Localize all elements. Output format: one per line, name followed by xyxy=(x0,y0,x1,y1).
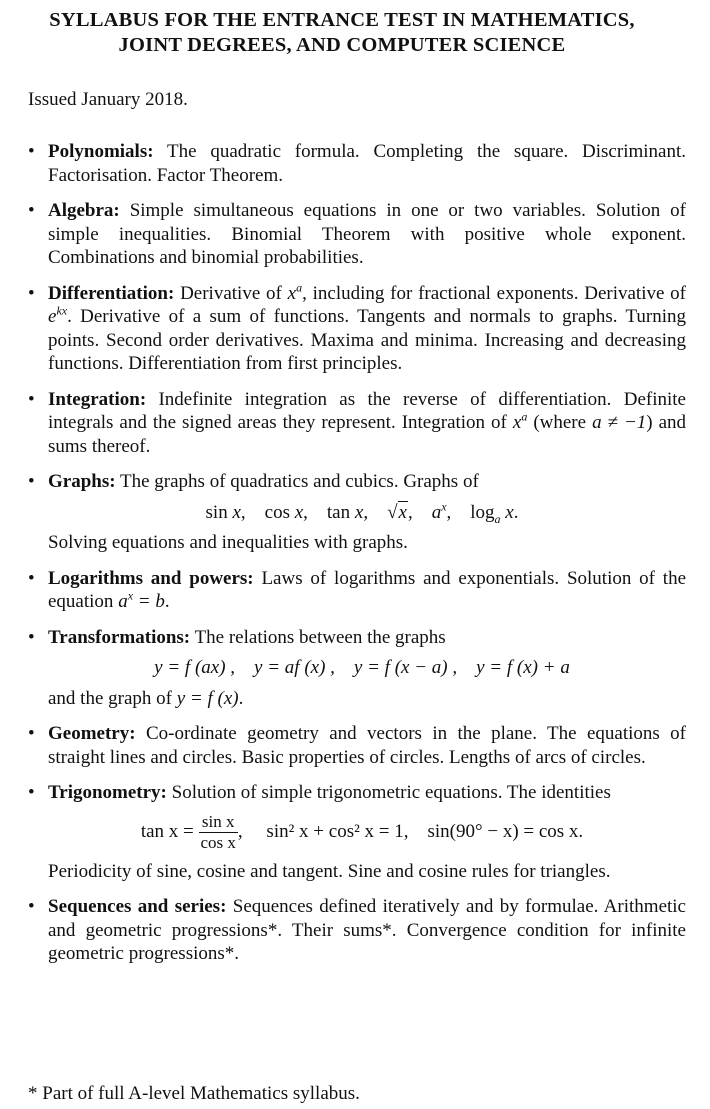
topic-geometry xyxy=(0,722,686,769)
identity-complement: sin(90° − x) = cos x. xyxy=(427,820,584,842)
fn-name: log xyxy=(470,501,495,523)
topic-title: Sequences and series: xyxy=(48,896,227,917)
topic-title: Geometry: xyxy=(48,723,136,744)
func-cos: cos x, xyxy=(264,501,308,523)
transform-2: y = af (x) , xyxy=(254,657,335,678)
topic-title: Transformations: xyxy=(48,626,191,648)
title-line-1: SYLLABUS FOR THE ENTRANCE TEST IN MATHEMATICS, xyxy=(49,9,635,31)
topic-text-end: . xyxy=(238,687,244,709)
math-condition: a ≠ −1 xyxy=(592,412,647,433)
func-power: $a^x$, xyxy=(431,499,452,523)
topic-text: Derivative of xyxy=(180,282,282,304)
topic-title: Graphs: xyxy=(48,471,116,492)
topic-integration xyxy=(0,388,686,459)
footnote: * Part of full A-level Mathematics syllabus. xyxy=(28,1083,360,1104)
topic-title: Differentiation: xyxy=(48,282,175,304)
fn-name: cos xyxy=(264,501,290,523)
math-exponent: a xyxy=(521,409,528,424)
topic-text: Laws of logarithms and exponentials. Solution of the equation xyxy=(48,567,686,612)
topic-text: . xyxy=(164,591,170,612)
fraction-denominator: cos x xyxy=(200,832,236,852)
topic-title: Algebra: xyxy=(48,200,120,221)
fn-arg: x xyxy=(354,501,364,523)
topic-transformations xyxy=(0,626,686,711)
math-x-power-a xyxy=(287,280,303,304)
math-base: x xyxy=(287,282,297,304)
func-sin: sin x, xyxy=(205,501,246,523)
math-exponent: x xyxy=(127,588,134,603)
topic-text-after: Solving equations and inequalities with graphs. xyxy=(48,532,408,553)
topic-graphs xyxy=(0,470,686,555)
fn-arg: x xyxy=(505,501,514,523)
bullet-icon: • xyxy=(28,141,35,162)
fn-arg: x xyxy=(398,501,407,523)
topic-text-after: Periodicity of sine, cosine and tangent. Sine and cosine rules for triangles. xyxy=(48,860,611,882)
math-rhs: = b xyxy=(133,591,165,612)
fn-name: tan xyxy=(326,501,351,523)
bullet-icon: • xyxy=(28,282,35,304)
fn-base: a xyxy=(431,501,442,523)
topic-text: (where xyxy=(533,412,587,433)
topic-title: Polynomials: xyxy=(48,141,154,162)
identity-tan-lhs: tan x = xyxy=(140,820,194,842)
topic-text: The relations between the graphs xyxy=(194,626,446,648)
math-x-power-a xyxy=(512,409,528,433)
fn-name: sin xyxy=(205,501,228,523)
func-tan: tan x, xyxy=(326,501,369,523)
fn-arg: x xyxy=(294,501,304,523)
fn-subscript: a xyxy=(494,511,501,526)
math-exponent: kx xyxy=(56,303,68,318)
bullet-icon: • xyxy=(28,388,35,410)
math-base: e xyxy=(48,306,57,327)
topic-text: Solution of simple trigonometric equations. The identities xyxy=(171,782,611,803)
bullet-icon: • xyxy=(28,782,35,803)
identity-pythagorean: sin² x + cos² x = 1, xyxy=(266,820,409,842)
transform-4: y = f (x) + a xyxy=(476,657,570,678)
fn-exponent: x xyxy=(441,499,447,514)
topic-text: Simple simultaneous equations in one or two variables. Solution of simple inequalities. Binomial Theorem with positive whole exponent. Combinations and binomial probabilities. xyxy=(48,200,686,268)
topic-text: The graphs of quadratics and cubics. Graphs of xyxy=(120,471,479,492)
topic-logarithms xyxy=(0,567,686,614)
bullet-icon: • xyxy=(28,626,35,648)
topic-text: Indefinite integration as the reverse of differentiation. Definite integrals and the signed areas they represent. Integration of xyxy=(48,388,686,433)
topic-sequences xyxy=(0,895,686,966)
topic-title: Integration: xyxy=(48,388,147,410)
fn-arg: x xyxy=(232,501,241,523)
display-equation-trig: tan x = $\frac{\text{sin x}}{\text{cos x}}$ , sin² x + cos² x = 1, sin(90° − x) = cos x. xyxy=(140,811,584,852)
transform-1: y = f (ax) , xyxy=(154,657,236,678)
topic-text-after: and the graph of xyxy=(48,687,172,709)
topic-differentiation xyxy=(0,282,686,376)
sqrt-icon: √x xyxy=(387,501,407,523)
topic-text: Co-ordinate geometry and vectors in the plane. The equations of straight lines and circles. Basic properties of circles. Lengths of arcs of circles. xyxy=(48,723,686,768)
topic-text: , including for fractional exponents. Derivative of xyxy=(302,282,687,304)
topic-text: ) and sums thereof. xyxy=(48,412,687,457)
topic-text: The quadratic formula. Completing the square. Discriminant. Factorisation. Factor Theorem. xyxy=(48,141,686,186)
bullet-icon: • xyxy=(28,567,35,589)
topic-algebra xyxy=(0,199,686,270)
topic-trigonometry xyxy=(0,781,686,883)
display-equation-transformations xyxy=(48,656,686,680)
math-exponent: a xyxy=(296,280,303,295)
topic-title: Logarithms and powers: xyxy=(48,567,254,589)
title-line-2: JOINT DEGREES, AND COMPUTER SCIENCE xyxy=(118,34,566,56)
math-base-graph: y = f (x) xyxy=(176,687,239,709)
page-title xyxy=(0,8,684,58)
math-e-power-kx xyxy=(48,303,68,327)
math-base: a xyxy=(118,591,128,612)
bullet-icon: • xyxy=(28,471,35,492)
topic-list xyxy=(0,140,710,978)
bullet-icon: • xyxy=(28,896,35,917)
issue-date: Issued January 2018. xyxy=(28,89,188,110)
math-equation xyxy=(118,588,165,612)
bullet-icon: • xyxy=(28,200,35,221)
bullet-icon: • xyxy=(28,723,35,744)
fraction-numerator: sin x xyxy=(199,812,238,833)
display-equation-graphs xyxy=(48,501,686,525)
topic-text: . Derivative of a sum of functions. Tangents and normals to graphs. Turning points. Second order derivatives. Maxima and minima. Increasing and decreasing functions. Differentiation from first principles. xyxy=(48,306,686,374)
topic-text: Sequences defined iteratively and by formulae. Arithmetic and geometric progressions*. Their sums*. Convergence condition for infinite geometric progressions*. xyxy=(48,896,686,964)
func-log: $\log_a x$. xyxy=(470,501,519,526)
topic-title: Trigonometry: xyxy=(48,782,167,803)
func-sqrt: √x, xyxy=(387,501,413,523)
transform-3: y = f (x − a) , xyxy=(353,657,458,678)
topic-polynomials xyxy=(0,140,686,187)
math-base: x xyxy=(512,412,522,433)
fraction xyxy=(199,812,238,853)
